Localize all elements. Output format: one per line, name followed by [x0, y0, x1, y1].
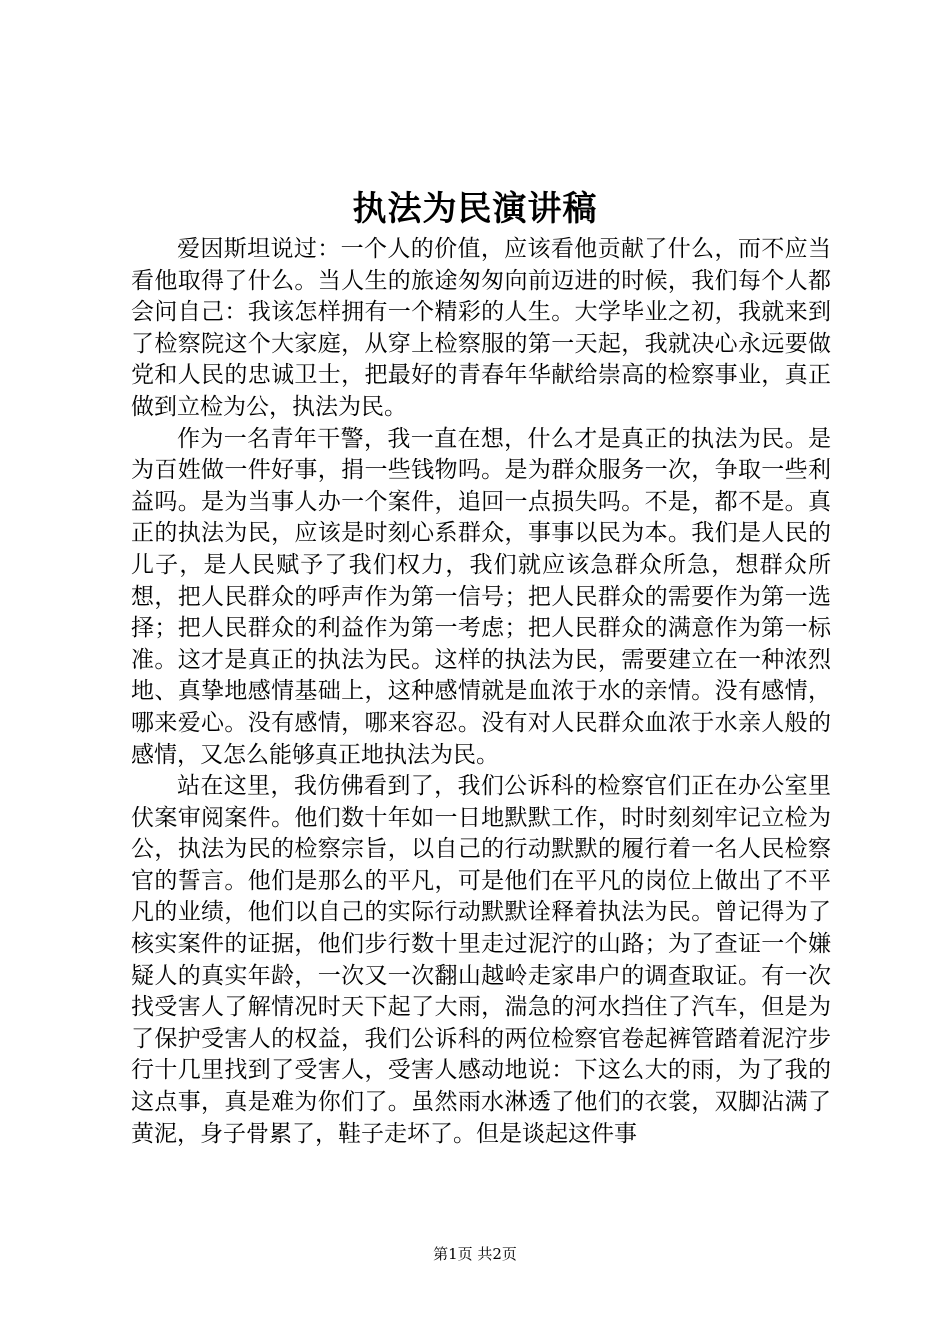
document-body — [131, 234, 831, 1150]
document-title: 执法为民演讲稿 — [352, 189, 598, 229]
page-number-footer: 第1页 共2页 — [433, 1245, 517, 1263]
paragraph-1: 爱因斯坦说过：一个人的价值，应该看他贡献了什么，而不应当看他取得了什么。当人生的旅途匆匆向前迈进的时候，我们每个人都会问自己：我该怎样拥有一个精彩的人生。大学毕业之初，我就来到了检察院这个大家庭，从穿上检察服的第一天起，我就决心永远要做党和人民的忠诚卫士，把最好的青春年华献给崇高的检察事业，真正做到立检为公，执法为民。 — [131, 236, 831, 420]
paragraph-2: 作为一名青年干警，我一直在想，什么才是真正的执法为民。是为百姓做一件好事，捐一些钱物吗。是为群众服务一次，争取一些利益吗。是为当事人办一个案件，追回一点损失吗。不是，都不是。真正的执法为民，应该是时刻心系群众，事事以民为本。我们是人民的儿子，是人民赋予了我们权力，我们就应该急群众所急，想群众所想，把人民群众的呼声作为第一信号；把人民群众的需要作为第一选择；把人民群众的利益作为第一考虑；把人民群众的满意作为第一标准。这才是真正的执法为民。这样的执法为民，需要建立在一种浓烈地、真挚地感情基础上，这种感情就是血浓于水的亲情。没有感情，哪来爱心。没有感情，哪来容忍。没有对人民群众血浓于水亲人般的感情，又怎么能够真正地执法为民。 — [131, 425, 831, 768]
paragraph-3: 站在这里，我仿佛看到了，我们公诉科的检察官们正在办公室里伏案审阅案件。他们数十年如一日地默默工作，时时刻刻牢记立检为公，执法为民的检察宗旨，以自己的行动默默的履行着一名人民检察官的誓言。他们是那么的平凡，可是他们在平凡的岗位上做出了不平凡的业绩，他们以自己的实际行动默默诠释着执法为民。曾记得为了核实案件的证据，他们步行数十里走过泥泞的山路；为了查证一个嫌疑人的真实年龄，一次又一次翻山越岭走家串户的调查取证。有一次找受害人了解情况时天下起了大雨，湍急的河水挡住了汽车，但是为了保护受害人的权益，我们公诉科的两位检察官卷起裤管踏着泥泞步行十几里找到了受害人，受害人感动地说：下这么大的雨，为了我的这点事，真是难为你们了。虽然雨水淋透了他们的衣裳，双脚沾满了黄泥，身子骨累了，鞋子走坏了。但是谈起这件事 — [131, 773, 831, 1147]
